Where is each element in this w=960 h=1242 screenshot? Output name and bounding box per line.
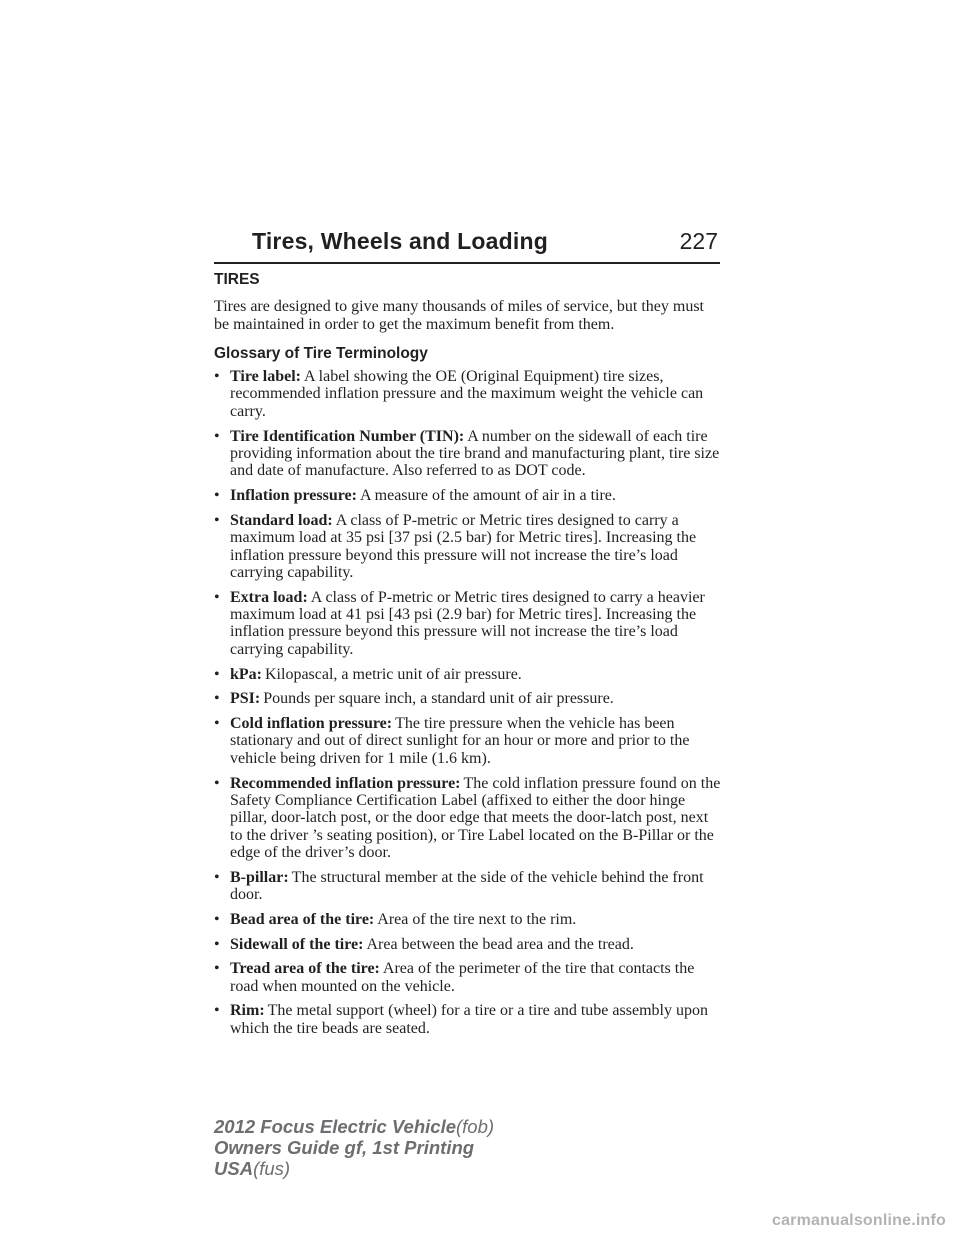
term: Sidewall of the tire: bbox=[230, 935, 364, 953]
bullet: • bbox=[214, 427, 220, 445]
term: Tread area of the tire: bbox=[230, 960, 380, 978]
term: Rim: bbox=[230, 1002, 265, 1020]
vehicle-name: 2012 Focus Electric Vehicle bbox=[214, 1116, 456, 1137]
term: kPa: bbox=[230, 665, 262, 683]
page-content bbox=[214, 268, 722, 1045]
definition: Area between the bead area and the tread. bbox=[366, 935, 634, 953]
bullet: • bbox=[214, 690, 220, 708]
term: Standard load: bbox=[230, 511, 333, 529]
definition: The tire pressure when the vehicle has been stationary and out of direct sunlight for an hour or more and prior to the vehicle being driven for 1 mile (1.6 km). bbox=[230, 714, 690, 767]
definition: A class of P-metric or Metric tires designed to carry a heavier maximum load at 41 psi [43 psi (2.9 bar) for Metric tires]. Increasing the inflation pressure beyond this pressure will not increase the tire’s load carrying capability. bbox=[230, 588, 705, 658]
page-header bbox=[214, 228, 720, 262]
bullet: • bbox=[214, 714, 220, 732]
watermark-text: carmanualsonline.info bbox=[771, 1212, 946, 1229]
glossary-item-kpa bbox=[214, 666, 722, 683]
header-rule bbox=[214, 262, 720, 264]
definition: A measure of the amount of air in a tire. bbox=[359, 487, 616, 505]
glossary-item-cold-inflation-pressure bbox=[214, 715, 722, 767]
intro-paragraph: Tires are designed to give many thousands of miles of service, but they must be maintained in order to get the maximum benefit from them. bbox=[214, 298, 704, 333]
glossary-item-psi bbox=[214, 690, 722, 707]
section-title: TIRES bbox=[214, 271, 260, 288]
definition: A label showing the OE (Original Equipment) tire sizes, recommended inflation pressure and the maximum weight the vehicle can carry. bbox=[230, 368, 704, 420]
glossary-item-rim bbox=[214, 1002, 722, 1037]
bullet: • bbox=[214, 588, 220, 606]
market-name: USA bbox=[214, 1158, 254, 1179]
glossary-item-tire-label bbox=[214, 368, 722, 420]
bullet: • bbox=[214, 368, 220, 385]
definition: The metal support (wheel) for a tire or a tire and tube assembly upon which the tire beads are seated. bbox=[230, 1002, 708, 1037]
glossary-item-sidewall bbox=[214, 936, 722, 953]
term: Tire Identification Number (TIN): bbox=[230, 427, 465, 445]
definition: Kilopascal, a metric unit of air pressure. bbox=[265, 665, 522, 683]
glossary-title: Glossary of Tire Terminology bbox=[214, 345, 428, 362]
glossary-item-tin bbox=[214, 428, 722, 480]
bullet: • bbox=[214, 665, 220, 683]
definition: The structural member at the side of the vehicle behind the front door. bbox=[230, 868, 704, 904]
definition: The cold inflation pressure found on the Safety Compliance Certification Label (affixed to either the door hinge pillar, door-latch post, or the door edge that meets the door-latch post, next to the driver ’s seating position), or Tire Label located on the B-Pillar or the edge of the driver’s door. bbox=[230, 774, 721, 862]
glossary-item-extra-load bbox=[214, 589, 722, 659]
term: Cold inflation pressure: bbox=[230, 714, 393, 732]
market-code: (fus) bbox=[253, 1158, 291, 1179]
glossary-item-b-pillar bbox=[214, 869, 722, 904]
bullet: • bbox=[214, 511, 220, 529]
term: Extra load: bbox=[230, 588, 308, 606]
glossary-item-standard-load bbox=[214, 512, 722, 582]
term: PSI: bbox=[230, 690, 261, 708]
page-number: 227 bbox=[679, 228, 718, 254]
term: Recommended inflation pressure: bbox=[230, 774, 461, 792]
definition: Pounds per square inch, a standard unit of air pressure. bbox=[263, 690, 614, 708]
definition: A class of P-metric or Metric tires designed to carry a maximum load at 35 psi [37 psi (2.5 bar) for Metric tires]. Increasing the inflation pressure beyond this pressure will not increase the tire’s load carrying capability. bbox=[230, 511, 697, 581]
vehicle-code: (fob) bbox=[456, 1116, 495, 1137]
glossary-item-tread-area bbox=[214, 960, 722, 995]
footer-line-vehicle bbox=[214, 1116, 494, 1137]
bullet: • bbox=[214, 910, 220, 928]
definition: Area of the perimeter of the tire that contacts the road when mounted on the vehicle. bbox=[230, 960, 695, 995]
bullet: • bbox=[214, 774, 220, 792]
bullet: • bbox=[214, 868, 220, 886]
glossary-item-inflation-pressure bbox=[214, 487, 722, 504]
chapter-title: Tires, Wheels and Loading bbox=[252, 228, 548, 254]
term: Tire label: bbox=[230, 368, 301, 385]
bullet: • bbox=[214, 487, 220, 505]
term: B-pillar: bbox=[230, 868, 289, 886]
footer-line-guide: Owners Guide gf, 1st Printing bbox=[214, 1137, 475, 1158]
term: Bead area of the tire: bbox=[230, 910, 375, 928]
bullet: • bbox=[214, 1002, 220, 1020]
glossary-item-recommended-inflation-pressure bbox=[214, 775, 722, 862]
bullet: • bbox=[214, 935, 220, 953]
definition: Area of the tire next to the rim. bbox=[377, 910, 577, 928]
bullet: • bbox=[214, 960, 220, 978]
term: Inflation pressure: bbox=[230, 487, 357, 505]
footer-line-market bbox=[214, 1158, 494, 1179]
page-footer bbox=[214, 1116, 494, 1179]
glossary-list bbox=[214, 368, 722, 1037]
glossary-item-bead-area bbox=[214, 911, 722, 928]
definition: A number on the sidewall of each tire providing information about the tire brand and manufacturing plant, tire size and date of manufacture. Also referred to as DOT code. bbox=[230, 427, 720, 480]
